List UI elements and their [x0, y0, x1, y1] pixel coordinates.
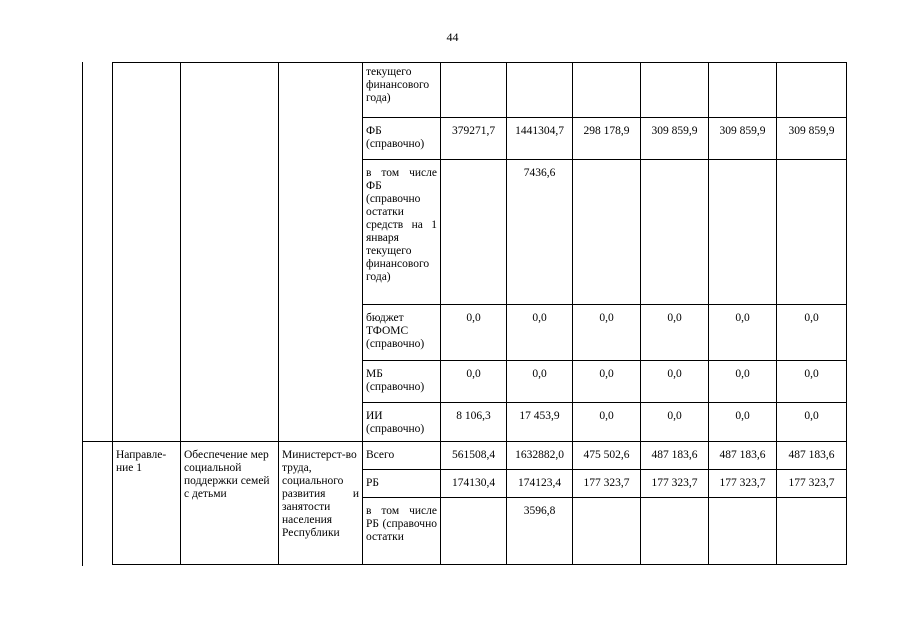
- cell-value: 309 859,9: [709, 118, 777, 160]
- cell-value: 7436,6: [507, 160, 573, 305]
- cell-value: 1632882,0: [507, 442, 573, 470]
- cell-value: [441, 63, 507, 118]
- cell-value: 174123,4: [507, 470, 573, 498]
- cell-value: 0,0: [441, 305, 507, 361]
- row-label: текущего финансового года): [363, 63, 441, 118]
- cell-value: 0,0: [641, 361, 709, 403]
- cell-value: 8 106,3: [441, 403, 507, 442]
- financing-table: [112, 62, 847, 565]
- cell-value: [777, 160, 847, 305]
- cell-value: 1441304,7: [507, 118, 573, 160]
- cell-value: 0,0: [641, 403, 709, 442]
- row-label: Всего: [363, 442, 441, 470]
- page-number: 44: [446, 30, 459, 44]
- cell-value: [507, 63, 573, 118]
- cell-value: 17 453,9: [507, 403, 573, 442]
- cell-empty: [279, 63, 363, 442]
- cell-value: 0,0: [777, 305, 847, 361]
- cell-value: 174130,4: [441, 470, 507, 498]
- cell-value: [573, 63, 641, 118]
- cell-empty: [113, 63, 181, 442]
- cell-value: 0,0: [573, 403, 641, 442]
- cell-value: 0,0: [507, 361, 573, 403]
- cell-value: 309 859,9: [641, 118, 709, 160]
- cell-value: [709, 160, 777, 305]
- cell-value: 177 323,7: [573, 470, 641, 498]
- section-separator: [82, 441, 112, 442]
- row-label: ФБ (справочно): [363, 118, 441, 160]
- cell-value: 487 183,6: [709, 442, 777, 470]
- cell-value: 487 183,6: [641, 442, 709, 470]
- cell-value: 177 323,7: [641, 470, 709, 498]
- cell-value: 309 859,9: [777, 118, 847, 160]
- cell-value: 0,0: [641, 305, 709, 361]
- cell-value: [641, 63, 709, 118]
- cell-value: 0,0: [777, 403, 847, 442]
- cell-value: 0,0: [573, 361, 641, 403]
- cell-value: 177 323,7: [709, 470, 777, 498]
- row-label: ИИ (справочно): [363, 403, 441, 442]
- cell-value: [441, 498, 507, 565]
- direction-description: Обеспечение мер социальной поддержки семей с детьми: [181, 442, 279, 565]
- cell-value: 0,0: [777, 361, 847, 403]
- row-label: МБ (справочно): [363, 361, 441, 403]
- cell-value: [641, 160, 709, 305]
- cell-value: 298 178,9: [573, 118, 641, 160]
- cell-value: 379271,7: [441, 118, 507, 160]
- cell-value: [441, 160, 507, 305]
- row-label: в том числе РБ (справочно остатки: [363, 498, 441, 565]
- table-row: [113, 442, 847, 470]
- row-label: РБ: [363, 470, 441, 498]
- cell-value: [777, 63, 847, 118]
- cell-value: [777, 498, 847, 565]
- cell-value: [709, 63, 777, 118]
- row-label: бюджет ТФОМС (справочно): [363, 305, 441, 361]
- cell-value: 0,0: [507, 305, 573, 361]
- row-label: в том числе ФБ (справочно остатки средств на 1 января текущего финансового года): [363, 160, 441, 305]
- cell-value: 0,0: [441, 361, 507, 403]
- cell-value: 177 323,7: [777, 470, 847, 498]
- cell-value: [709, 498, 777, 565]
- direction-name: Направле-ние 1: [113, 442, 181, 565]
- cell-value: 561508,4: [441, 442, 507, 470]
- cell-value: 0,0: [709, 305, 777, 361]
- cell-value: [573, 498, 641, 565]
- left-column-rule: [82, 62, 83, 566]
- cell-empty: [181, 63, 279, 442]
- cell-value: 0,0: [573, 305, 641, 361]
- cell-value: 475 502,6: [573, 442, 641, 470]
- cell-value: [641, 498, 709, 565]
- cell-value: 3596,8: [507, 498, 573, 565]
- table-row: [113, 63, 847, 118]
- cell-value: 0,0: [709, 361, 777, 403]
- cell-value: 0,0: [709, 403, 777, 442]
- direction-executor: Министерст-во труда, социального развития и занятости населения Республики: [279, 442, 363, 565]
- cell-value: 487 183,6: [777, 442, 847, 470]
- cell-value: [573, 160, 641, 305]
